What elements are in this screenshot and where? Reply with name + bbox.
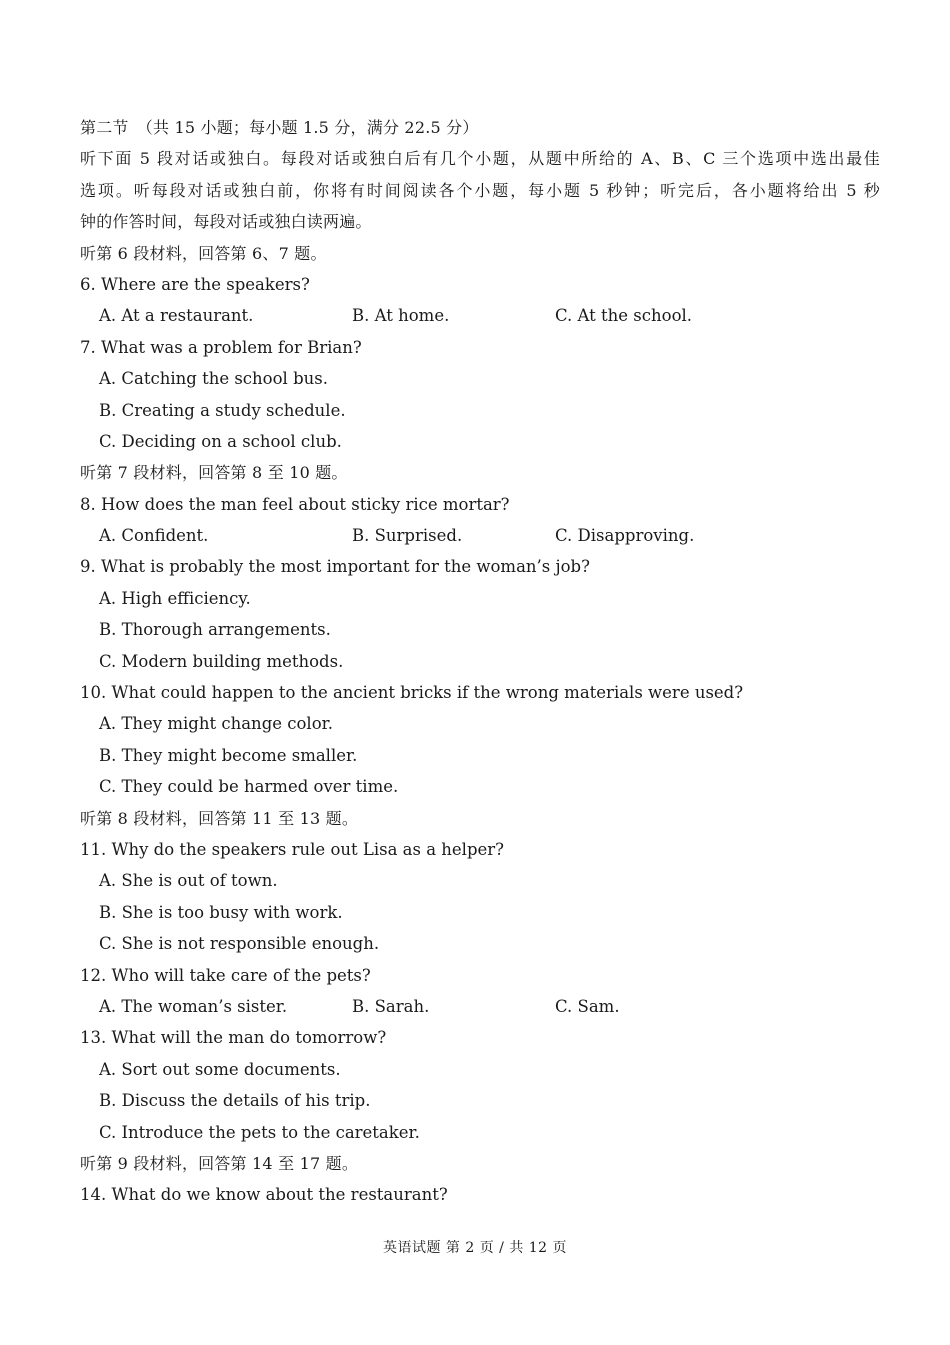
option-b: B. They might become smaller. [99, 745, 358, 765]
option-c: C. Deciding on a school club. [99, 431, 342, 451]
instruction-line: 听下面 5 段对话或独白。每段对话或独白后有几个小题，从题中所给的 A、B、C 三个选项中选出最佳 [80, 149, 880, 169]
section-title: 第二节 （共 15 小题；每小题 1.5 分，满分 22.5 分） [80, 118, 479, 137]
option-a: A. Confident. [99, 526, 209, 546]
exam-page [80, 112, 880, 1211]
option-b: B. Thorough arrangements. [99, 620, 331, 640]
instruction-line: 选项。听每段对话或独白前，你将有时间阅读各个小题，每小题 5 秒钟；听完后，各小题将给出 5 秒 [80, 180, 880, 200]
option-c: C. They could be harmed over time. [99, 777, 399, 797]
question-stem: 6. Where are the speakers? [80, 274, 310, 294]
option-a: A. At a restaurant. [99, 306, 254, 326]
options-row [80, 300, 880, 331]
question-stem: 9. What is probably the most important for the woman’s job? [80, 557, 590, 577]
option-a: A. Catching the school bus. [99, 369, 328, 389]
option-a: A. They might change color. [99, 714, 333, 734]
option-b: B. Sarah. [352, 996, 430, 1016]
group-header: 听第 9 段材料，回答第 14 至 17 题。 [80, 1153, 359, 1173]
question-stem: 13. What will the man do tomorrow? [80, 1028, 387, 1048]
option-c: C. Introduce the pets to the caretaker. [99, 1122, 420, 1142]
group-header: 听第 7 段材料，回答第 8 至 10 题。 [80, 463, 348, 483]
question-stem: 10. What could happen to the ancient bricks if the wrong materials were used? [80, 683, 744, 703]
option-a: A. High efficiency. [99, 588, 251, 608]
question-stem: 11. Why do the speakers rule out Lisa as a helper? [80, 839, 505, 859]
options-row [80, 991, 880, 1022]
option-c: C. Sam. [555, 996, 620, 1016]
option-a: A. Sort out some documents. [99, 1059, 341, 1079]
option-c: C. She is not responsible enough. [99, 934, 380, 954]
question-stem: 14. What do we know about the restaurant? [80, 1185, 448, 1205]
option-b: B. Discuss the details of his trip. [99, 1091, 371, 1111]
group-header: 听第 8 段材料，回答第 11 至 13 题。 [80, 808, 359, 828]
option-a: A. The woman’s sister. [99, 996, 288, 1016]
option-b: B. At home. [352, 306, 450, 326]
options-row [80, 520, 880, 551]
option-b: B. Creating a study schedule. [99, 400, 346, 420]
option-c: C. Disapproving. [555, 526, 695, 546]
instruction-line: 钟的作答时间，每段对话或独白读两遍。 [80, 212, 372, 232]
option-b: B. She is too busy with work. [99, 902, 343, 922]
question-stem: 8. How does the man feel about sticky rice mortar? [80, 494, 510, 514]
option-b: B. Surprised. [352, 526, 463, 546]
group-header: 听第 6 段材料，回答第 6、7 题。 [80, 243, 327, 263]
option-c: C. Modern building methods. [99, 651, 344, 671]
option-c: C. At the school. [555, 306, 693, 326]
page-footer: 英语试题 第 2 页 / 共 12 页 [382, 1240, 568, 1256]
question-stem: 12. Who will take care of the pets? [80, 965, 371, 985]
option-a: A. She is out of town. [99, 871, 278, 891]
question-stem: 7. What was a problem for Brian? [80, 337, 362, 357]
